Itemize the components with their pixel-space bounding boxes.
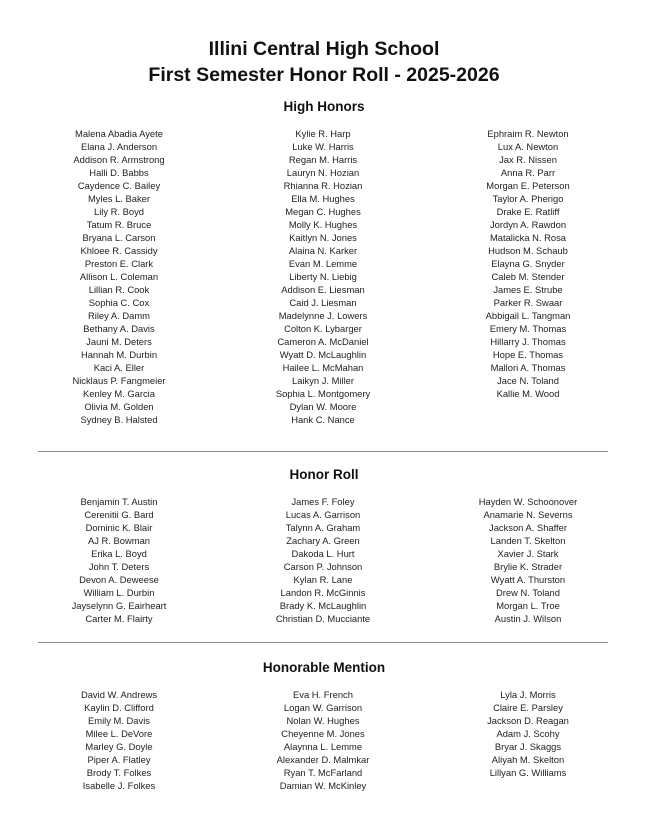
student-name: Jauni M. Deters bbox=[86, 336, 152, 347]
student-name: Dakoda L. Hurt bbox=[291, 548, 355, 559]
student-name: Elana J. Anderson bbox=[80, 141, 158, 152]
student-name: Lillian R. Cook bbox=[88, 284, 150, 295]
student-name: Hope E. Thomas bbox=[492, 349, 564, 360]
honor-roll-column-1 bbox=[19, 495, 219, 625]
student-name: Addison E. Liesman bbox=[281, 284, 365, 295]
student-name: AJ R. Bowman bbox=[88, 535, 150, 546]
student-name: Emily M. Davis bbox=[88, 715, 150, 726]
student-name: Kenley M. Garcia bbox=[83, 388, 155, 399]
student-name: Myles L. Baker bbox=[88, 193, 150, 204]
student-name: Caydence C. Bailey bbox=[77, 180, 161, 191]
student-name: Wyatt A. Thurston bbox=[490, 574, 566, 585]
student-name: Lillyan G. Williams bbox=[489, 767, 567, 778]
student-name: Talynn A. Graham bbox=[285, 522, 361, 533]
student-name: William L. Durbin bbox=[83, 587, 155, 598]
student-name: Olivia M. Golden bbox=[84, 401, 154, 412]
student-name: John T. Deters bbox=[88, 561, 150, 572]
honorable-mention-column-2 bbox=[223, 688, 423, 792]
student-name: Brody T. Folkes bbox=[86, 767, 152, 778]
student-name: Landon R. McGinnis bbox=[280, 587, 366, 598]
student-name: Kallie M. Wood bbox=[496, 388, 560, 399]
student-name: Hannah M. Durbin bbox=[80, 349, 158, 360]
honorable-mention-heading: Honorable Mention bbox=[262, 660, 386, 675]
honorable-mention-column-1 bbox=[19, 688, 219, 792]
student-name: Tatum R. Bruce bbox=[86, 219, 152, 230]
student-name: Hank C. Nance bbox=[291, 414, 355, 425]
student-name: Liberty N. Liebig bbox=[289, 271, 357, 282]
student-name: Carson P. Johnson bbox=[283, 561, 363, 572]
student-name: Jax R. Nissen bbox=[499, 154, 557, 165]
student-name: Nolan W. Hughes bbox=[286, 715, 360, 726]
student-name: Morgan E. Peterson bbox=[486, 180, 570, 191]
student-name: Alexander D. Malmkar bbox=[276, 754, 370, 765]
student-name: Nicklaus P. Fangmeier bbox=[72, 375, 166, 386]
student-name: Xavier J. Stark bbox=[497, 548, 559, 559]
student-name: Bethany A. Davis bbox=[83, 323, 155, 334]
student-name: Milee L. DeVore bbox=[85, 728, 153, 739]
student-name: Lauryn N. Hozian bbox=[286, 167, 360, 178]
student-name: Jackson D. Reagan bbox=[487, 715, 569, 726]
student-name: Eva H. French bbox=[293, 689, 353, 700]
student-name: Ephraim R. Newton bbox=[487, 128, 569, 139]
student-name: Sydney B. Halsted bbox=[80, 414, 158, 425]
student-name: Riley A. Damm bbox=[88, 310, 150, 321]
student-name: Landen T. Skelton bbox=[490, 535, 566, 546]
student-name: Parker R. Swaar bbox=[493, 297, 563, 308]
student-name: Jackson A. Shaffer bbox=[489, 522, 567, 533]
student-name: Cheyenne M. Jones bbox=[281, 728, 365, 739]
student-name: Piper A. Flatley bbox=[87, 754, 151, 765]
student-name: Zachary A. Green bbox=[286, 535, 360, 546]
student-name: Adam J. Scohy bbox=[496, 728, 560, 739]
honor-roll-column-3 bbox=[428, 495, 628, 625]
student-name: Cerenitii G. Bard bbox=[84, 509, 154, 520]
student-name: Hailee L. McMahan bbox=[282, 362, 364, 373]
student-name: Elayna G. Snyder bbox=[491, 258, 565, 269]
student-name: Erika L. Boyd bbox=[91, 548, 147, 559]
student-name: Brady K. McLaughlin bbox=[279, 600, 367, 611]
student-name: Luke W. Harris bbox=[292, 141, 354, 152]
student-name: Jayselynn G. Eairheart bbox=[71, 600, 167, 611]
student-name: Devon A. Deweese bbox=[79, 574, 159, 585]
student-name: Carter M. Flairty bbox=[85, 613, 153, 624]
student-name: Drake E. Ratliff bbox=[496, 206, 560, 217]
student-name: David W. Andrews bbox=[80, 689, 158, 700]
student-name: Ryan T. McFarland bbox=[283, 767, 363, 778]
student-name: Kaci A. Eller bbox=[93, 362, 145, 373]
student-name: Claire E. Parsley bbox=[493, 702, 563, 713]
student-name: Kylie R. Harp bbox=[295, 128, 351, 139]
student-name: Kaylin D. Clifford bbox=[84, 702, 154, 713]
student-name: Laikyn J. Miller bbox=[292, 375, 354, 386]
high-honors-heading: High Honors bbox=[283, 99, 365, 114]
honor-roll-column-2 bbox=[223, 495, 423, 625]
student-name: Molly K. Hughes bbox=[288, 219, 358, 230]
student-name: Dylan W. Moore bbox=[289, 401, 357, 412]
student-name: Kylan R. Lane bbox=[293, 574, 353, 585]
student-name: Addison R. Armstrong bbox=[73, 154, 165, 165]
student-name: Aliyah M. Skelton bbox=[491, 754, 565, 765]
student-name: Sophia L. Montgomery bbox=[275, 388, 371, 399]
student-name: Morgan L. Troe bbox=[496, 600, 560, 611]
student-name: Brylie K. Strader bbox=[493, 561, 563, 572]
student-name: Lily R. Boyd bbox=[93, 206, 145, 217]
student-name: Lux A. Newton bbox=[497, 141, 559, 152]
student-name: Rhianna R. Hozian bbox=[283, 180, 363, 191]
high-honors-column-1 bbox=[19, 127, 219, 426]
student-name: Austin J. Wilson bbox=[494, 613, 562, 624]
student-name: Marley G. Doyle bbox=[85, 741, 153, 752]
student-name: Abbigail L. Tangman bbox=[485, 310, 571, 321]
high-honors-column-2 bbox=[223, 127, 423, 426]
student-name: Megan C. Hughes bbox=[285, 206, 361, 217]
student-name: Caleb M. Stender bbox=[491, 271, 565, 282]
student-name: Alaynna L. Lemme bbox=[283, 741, 363, 752]
honor-roll-subtitle: First Semester Honor Roll - 2025-2026 bbox=[148, 64, 500, 86]
student-name: Sophia C. Cox bbox=[88, 297, 150, 308]
student-name: Regan M. Harris bbox=[288, 154, 358, 165]
student-name: Lyla J. Morris bbox=[500, 689, 556, 700]
student-name: Drew N. Toland bbox=[496, 587, 560, 598]
student-name: Benjamin T. Austin bbox=[80, 496, 158, 507]
student-name: James F. Foley bbox=[291, 496, 355, 507]
student-name: Allison L. Coleman bbox=[79, 271, 159, 282]
student-name: Cameron A. McDaniel bbox=[277, 336, 369, 347]
honorable-mention-column-3 bbox=[428, 688, 628, 779]
student-name: Jace N. Toland bbox=[497, 375, 559, 386]
student-name: Ella M. Hughes bbox=[291, 193, 355, 204]
student-name: Anamarie N. Severns bbox=[483, 509, 573, 520]
student-name: Colton K. Lybarger bbox=[284, 323, 362, 334]
school-title: Illini Central High School bbox=[208, 38, 440, 60]
student-name: Hillarry J. Thomas bbox=[490, 336, 566, 347]
student-name: Lucas A. Garrison bbox=[285, 509, 361, 520]
student-name: Alaina N. Karker bbox=[288, 245, 358, 256]
student-name: Wyatt D. McLaughlin bbox=[279, 349, 367, 360]
student-name: Hudson M. Schaub bbox=[488, 245, 568, 256]
student-name: Emery M. Thomas bbox=[489, 323, 567, 334]
student-name: Bryar J. Skaggs bbox=[494, 741, 562, 752]
student-name: Christian D. Mucciante bbox=[275, 613, 371, 624]
student-name: James E. Strube bbox=[493, 284, 563, 295]
section-divider bbox=[38, 642, 608, 643]
student-name: Taylor A. Pherigo bbox=[492, 193, 564, 204]
student-name: Dominic K. Blair bbox=[85, 522, 153, 533]
student-name: Kaitlyn N. Jones bbox=[289, 232, 357, 243]
student-name: Isabelle J. Folkes bbox=[82, 780, 156, 791]
student-name: Khloee R. Cassidy bbox=[80, 245, 158, 256]
student-name: Preston E. Clark bbox=[84, 258, 154, 269]
student-name: Mallori A. Thomas bbox=[490, 362, 566, 373]
student-name: Anna R. Parr bbox=[500, 167, 556, 178]
student-name: Caid J. Liesman bbox=[289, 297, 357, 308]
section-divider bbox=[38, 451, 608, 452]
student-name: Hayden W. Schoonover bbox=[478, 496, 578, 507]
student-name: Damian W. McKinley bbox=[279, 780, 367, 791]
student-name: Matalicka N. Rosa bbox=[489, 232, 567, 243]
student-name: Malena Abadia Ayete bbox=[75, 128, 163, 139]
student-name: Evan M. Lemme bbox=[288, 258, 358, 269]
student-name: Jordyn A. Rawdon bbox=[489, 219, 567, 230]
student-name: Logan W. Garrison bbox=[283, 702, 363, 713]
student-name: Halli D. Babbs bbox=[89, 167, 149, 178]
student-name: Bryana L. Carson bbox=[82, 232, 156, 243]
student-name: Madelynne J. Lowers bbox=[278, 310, 368, 321]
honor-roll-heading: Honor Roll bbox=[289, 467, 359, 482]
high-honors-column-3 bbox=[428, 127, 628, 400]
